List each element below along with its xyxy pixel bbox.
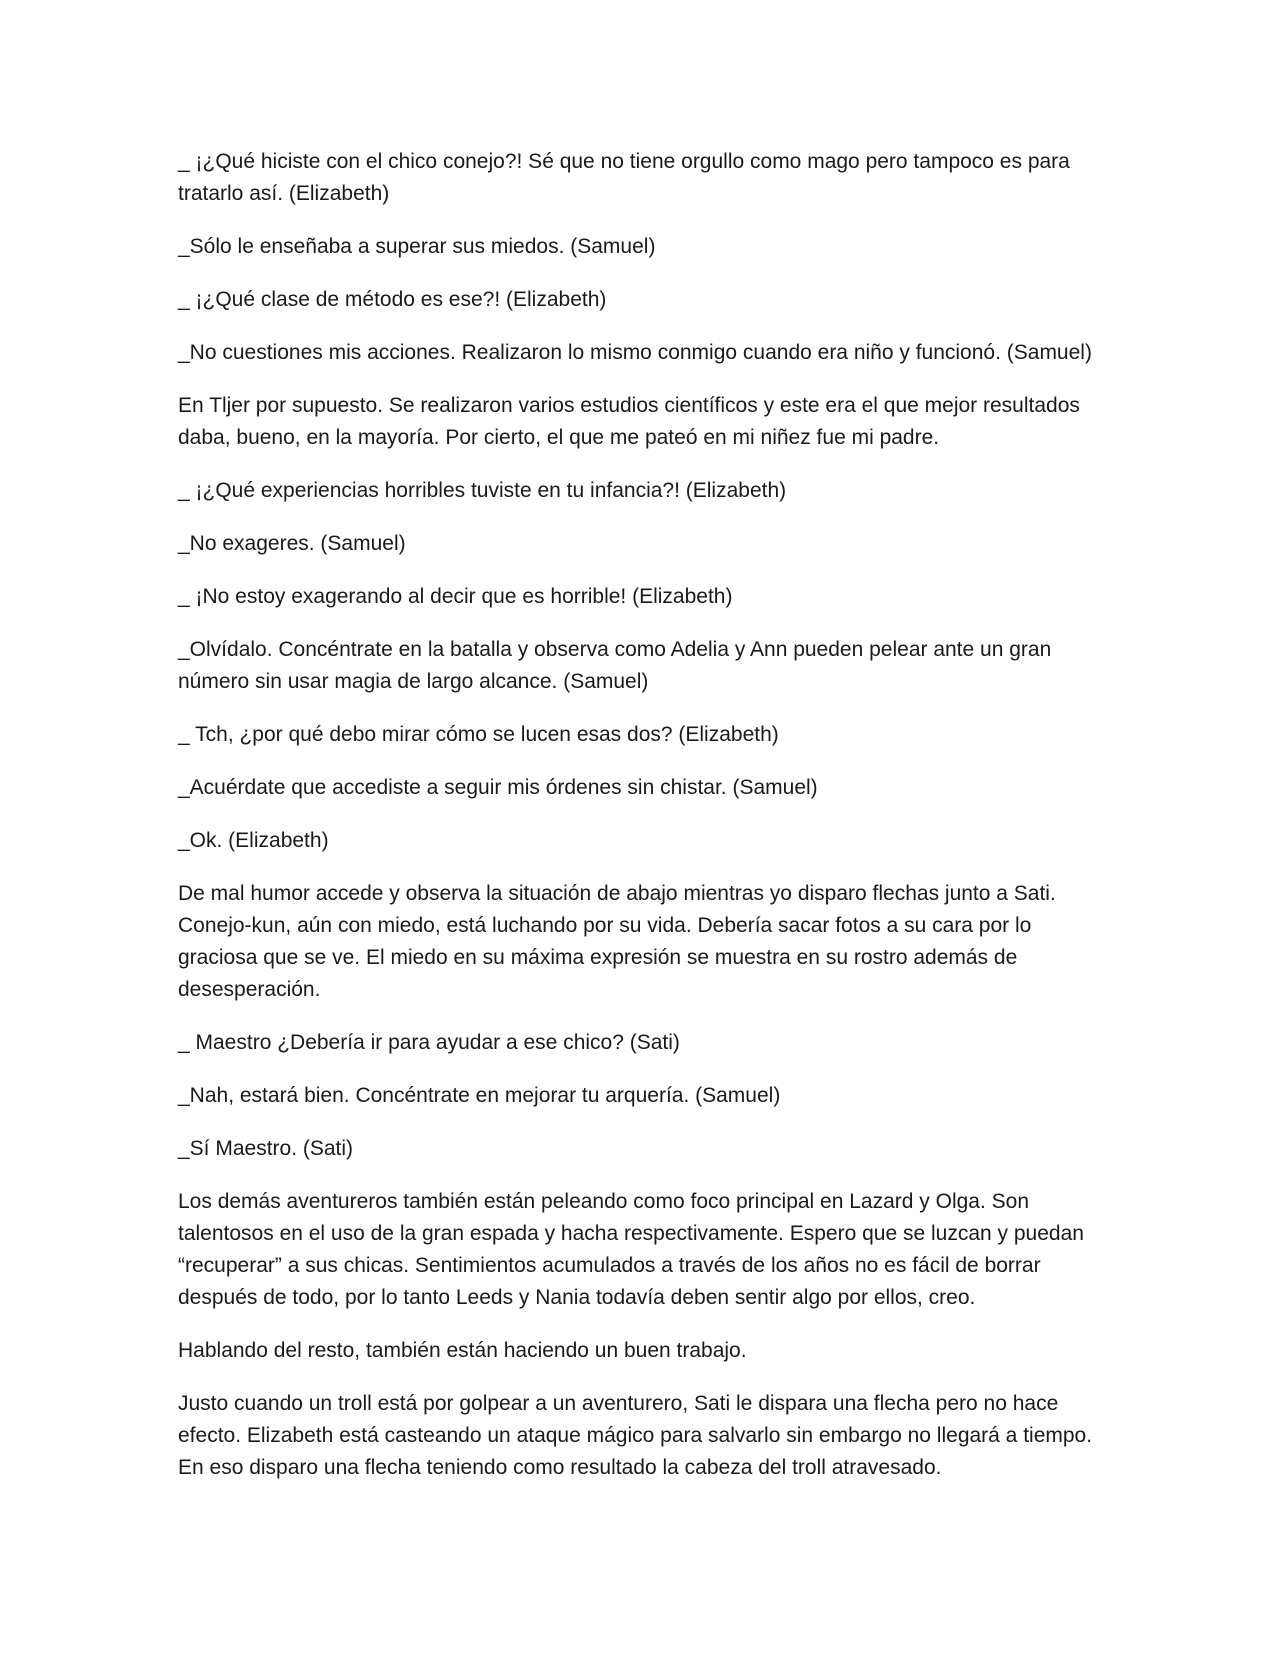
paragraph: _Olvídalo. Concéntrate en la batalla y observa como Adelia y Ann pueden pelear ante un gran número sin usar magia de largo alcance. (Samuel) (178, 638, 1052, 693)
paragraph: _Nah, estará bien. Concéntrate en mejorar tu arquería. (Samuel) (178, 1084, 781, 1107)
paragraph: Hablando del resto, también están haciendo un buen trabajo. (178, 1339, 747, 1362)
document-body (178, 146, 1103, 1505)
paragraph: _Sólo le enseñaba a superar sus miedos. (Samuel) (178, 235, 656, 258)
paragraph: _No cuestiones mis acciones. Realizaron lo mismo conmigo cuando era niño y funcionó. (Samuel) (178, 341, 1092, 364)
paragraph: _ ¡No estoy exagerando al decir que es horrible! (Elizabeth) (178, 585, 733, 608)
paragraph: De mal humor accede y observa la situación de abajo mientras yo disparo flechas junto a Sati. Conejo-kun, aún con miedo, está luchando por su vida. Debería sacar fotos a su cara por lo graciosa que se ve. El miedo en su máxima expresión se muestra en su rostro además de desesperación. (178, 882, 1056, 1001)
paragraph: _ Maestro ¿Debería ir para ayudar a ese chico? (Sati) (178, 1031, 680, 1054)
paragraph: Los demás aventureros también están peleando como foco principal en Lazard y Olga. Son talentosos en el uso de la gran espada y hacha respectivamente. Espero que se luzcan y puedan “recuperar” a sus chicas. Sentimientos acumulados a través de los años no es fácil de borrar después de todo, por lo tanto Leeds y Nania todavía deben sentir algo por ellos, creo. (178, 1190, 1084, 1309)
paragraph: Justo cuando un troll está por golpear a un aventurero, Sati le dispara una flecha pero no hace efecto. Elizabeth está casteando un ataque mágico para salvarlo sin embargo no llegará a tiempo. En eso disparo una flecha teniendo como resultado la cabeza del troll atravesado. (178, 1392, 1093, 1479)
paragraph: _ ¡¿Qué clase de método es ese?! (Elizabeth) (178, 288, 607, 311)
paragraph: _Acuérdate que accediste a seguir mis órdenes sin chistar. (Samuel) (178, 776, 818, 799)
paragraph: _Ok. (Elizabeth) (178, 829, 329, 852)
paragraph: En Tljer por supuesto. Se realizaron varios estudios científicos y este era el que mejor resultados daba, bueno, en la mayoría. Por cierto, el que me pateó en mi niñez fue mi padre. (178, 394, 1080, 449)
paragraph: _No exageres. (Samuel) (178, 532, 406, 555)
paragraph: _ Tch, ¿por qué debo mirar cómo se lucen esas dos? (Elizabeth) (178, 723, 779, 746)
paragraph: _ ¡¿Qué experiencias horribles tuviste en tu infancia?! (Elizabeth) (178, 479, 787, 502)
paragraph: _ ¡¿Qué hiciste con el chico conejo?! Sé que no tiene orgullo como mago pero tampoco es para tratarlo así. (Elizabeth) (178, 150, 1070, 205)
paragraph: _Sí Maestro. (Sati) (178, 1137, 354, 1160)
